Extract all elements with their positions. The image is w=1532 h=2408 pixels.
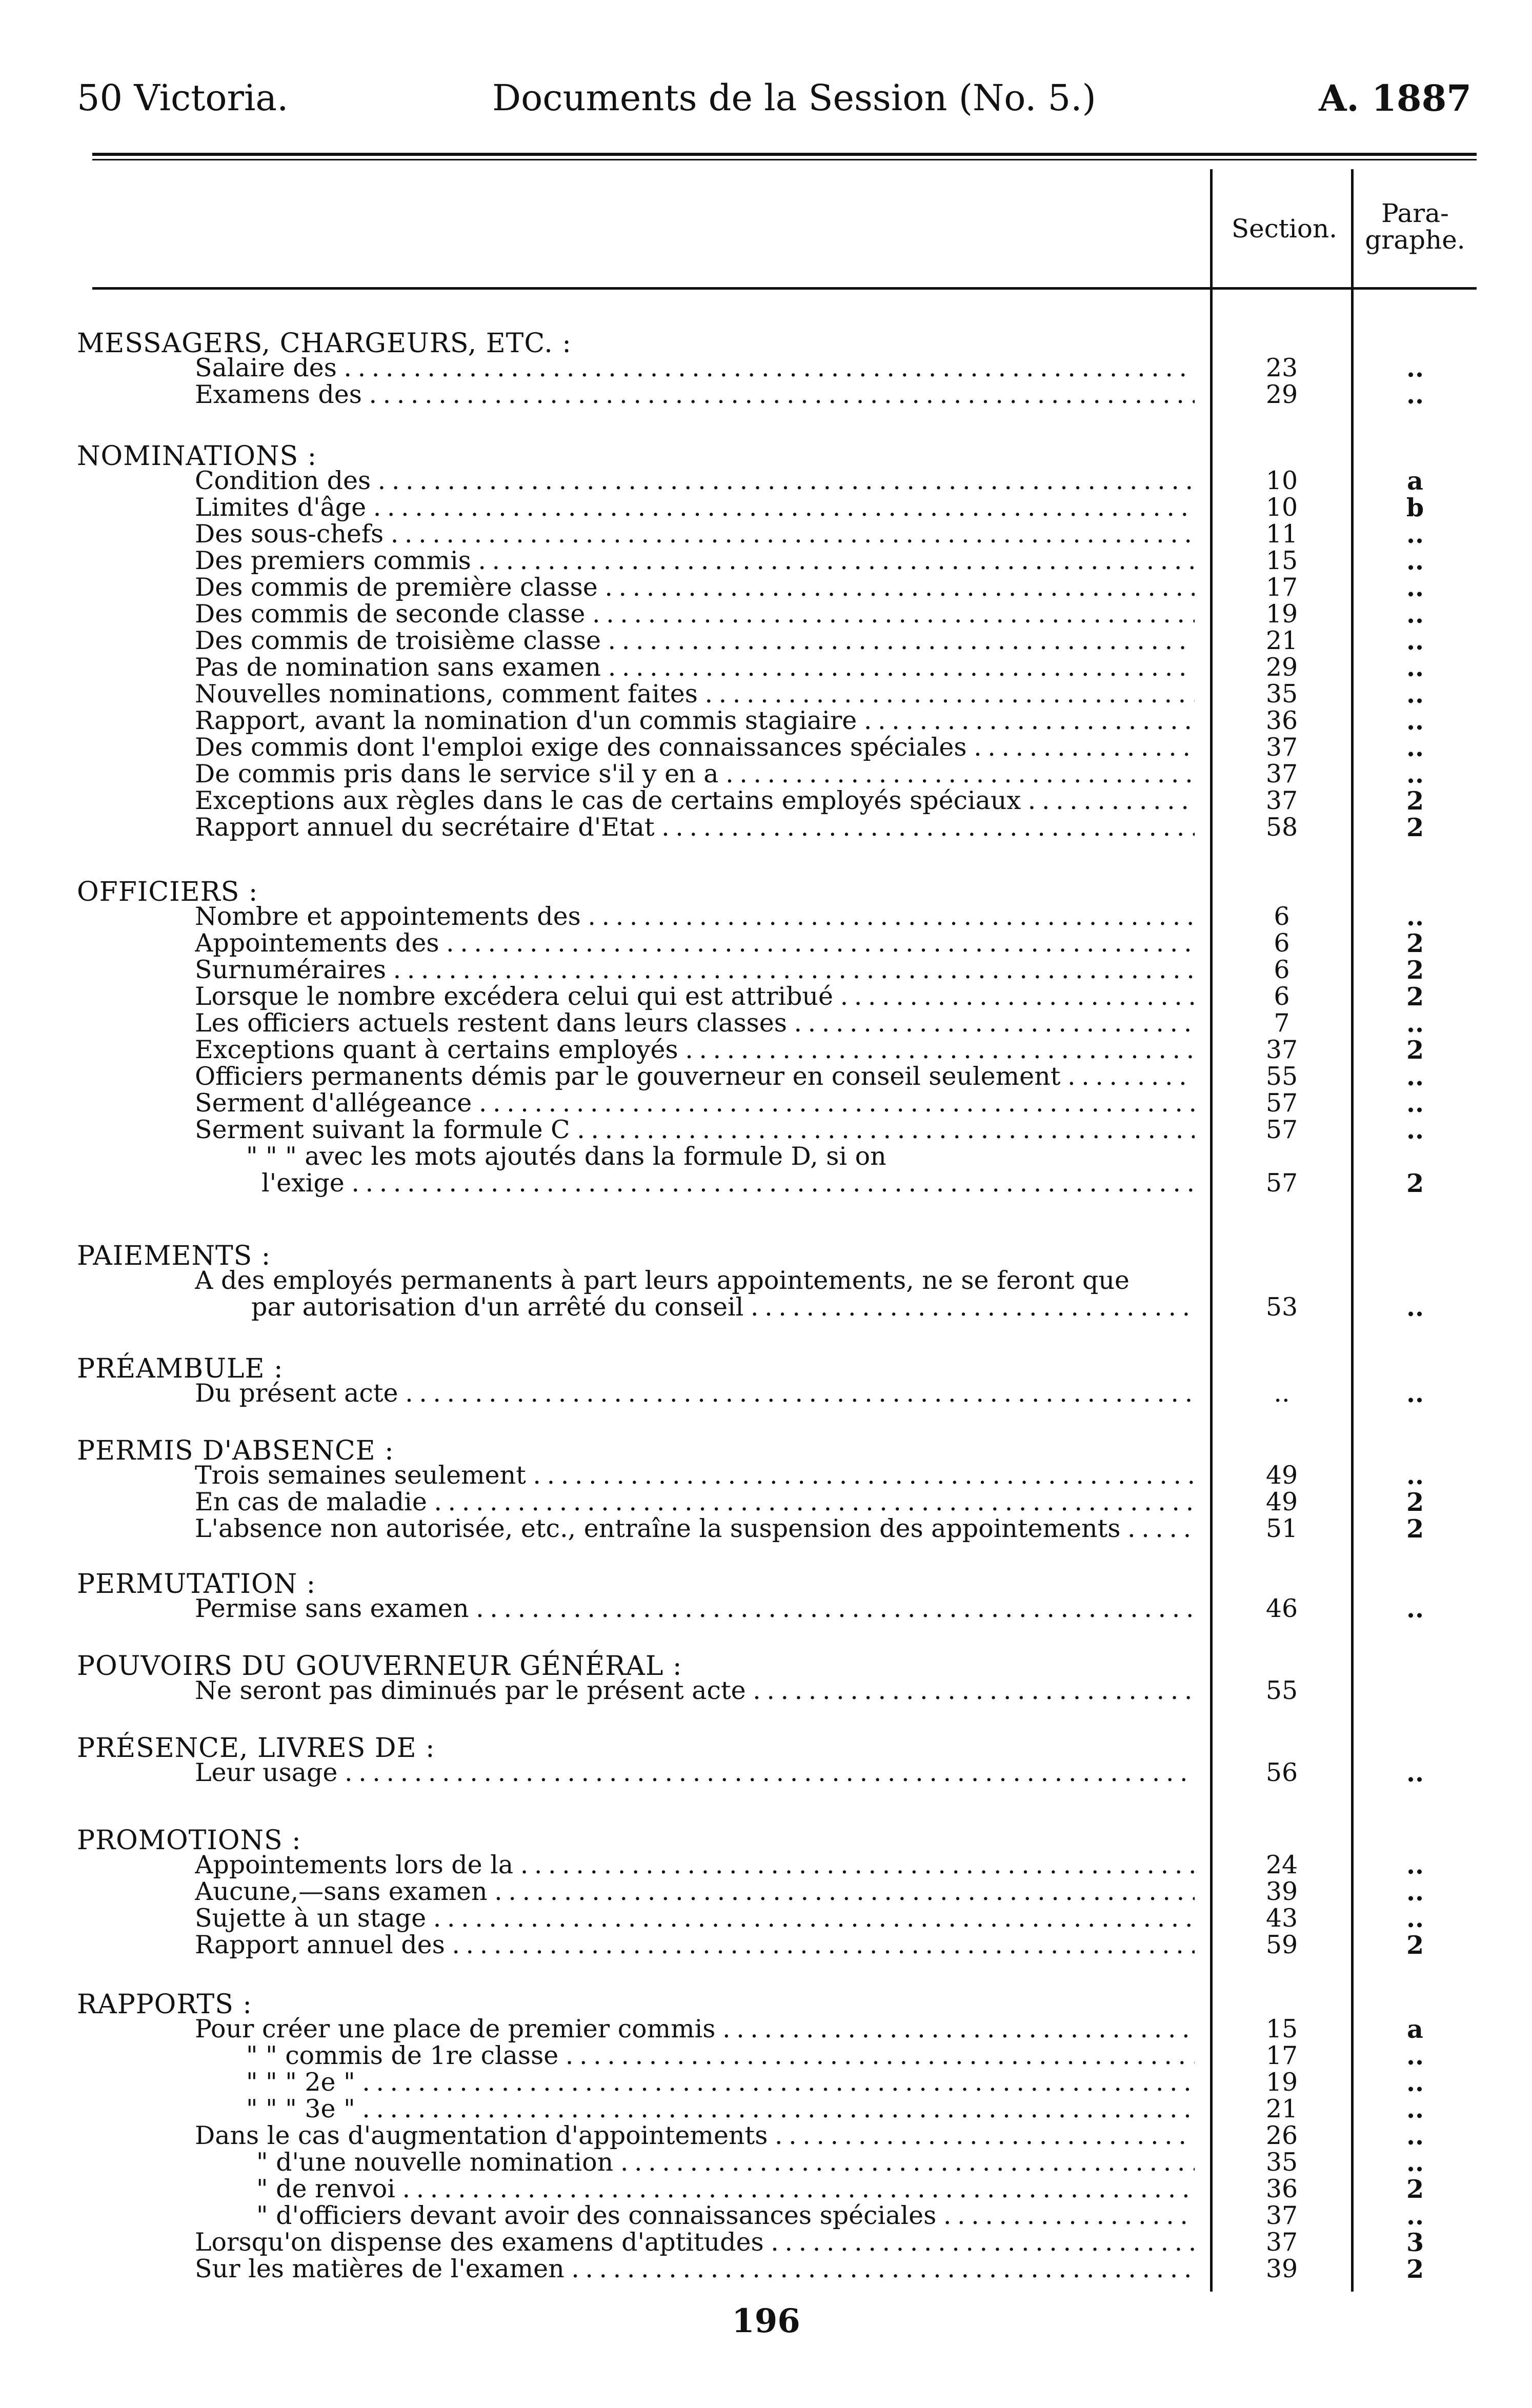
index-entry-row — [0, 1931, 1532, 1959]
index-entry-paragraphe: .. — [1406, 902, 1424, 932]
index-entry-label: Des commis de troisième classe . . . — [195, 626, 1195, 655]
index-entry-row — [0, 1904, 1532, 1933]
index-entry-row — [0, 1514, 1532, 1543]
index-entry-section: 21 — [1265, 2094, 1298, 2123]
index-entry-paragraphe: 2 — [1406, 1168, 1424, 1198]
index-entry-section: 37 — [1265, 786, 1298, 815]
index-entry-paragraphe: .. — [1406, 2041, 1424, 2071]
index-entry-paragraphe: 2 — [1406, 786, 1424, 816]
page-number: 196 — [732, 2302, 800, 2340]
index-entry-label: Sujette à un stage . . . — [195, 1904, 1195, 1933]
index-entry-label: Rapport annuel des . . . — [195, 1931, 1195, 1959]
index-entry-section: 15 — [1265, 2014, 1298, 2043]
index-entry-row — [0, 2015, 1532, 2043]
column-header-para-line2: graphe. — [1365, 225, 1465, 255]
index-entry-section: 7 — [1274, 1008, 1290, 1038]
index-entry-row — [0, 1142, 1532, 1171]
section-heading: PRÉSENCE, LIVRES DE : — [77, 1733, 435, 1764]
index-entry-label: Salaire des . . . — [195, 354, 1195, 382]
index-entry-section: 37 — [1265, 759, 1298, 788]
index-entry-row — [0, 354, 1532, 382]
index-entry-section: 59 — [1265, 1930, 1298, 1959]
index-entry-section: 11 — [1265, 519, 1298, 549]
index-entry-section: 6 — [1274, 982, 1290, 1011]
index-entry-label: " " " 2e " . . . — [246, 2068, 1195, 2097]
index-entry-section: 56 — [1265, 1758, 1298, 1787]
index-entry-label: Des commis de première classe . . . — [195, 573, 1195, 602]
index-entry-row — [0, 902, 1532, 931]
index-entry-section: 6 — [1274, 955, 1290, 984]
index-entry-label: Des commis de seconde classe . . . — [195, 600, 1195, 629]
index-entry-row — [0, 547, 1532, 575]
index-entry-section: 57 — [1265, 1168, 1298, 1198]
index-entry-row — [0, 1293, 1532, 1322]
index-entry-paragraphe: .. — [1406, 1088, 1424, 1118]
index-entry-section: 24 — [1265, 1850, 1298, 1879]
index-entry-label: " d'officiers devant avoir des connaissances spéciales . . . — [256, 2201, 1195, 2230]
index-entry-label: Leur usage . . . — [195, 1758, 1195, 1787]
index-entry-label: En cas de maladie . . . — [195, 1488, 1195, 1516]
index-entry-row — [0, 786, 1532, 815]
index-entry-label: " " " avec les mots ajoutés dans la formule D, si on — [246, 1142, 886, 1171]
index-entry-section: 36 — [1265, 2174, 1298, 2203]
page-header — [77, 77, 1471, 133]
index-entry-label: Surnuméraires . . . — [195, 956, 1195, 984]
index-entry-label: Des premiers commis . . . — [195, 547, 1195, 575]
index-entry-section: 6 — [1274, 902, 1290, 931]
index-entry-label: Serment suivant la formule C . . . — [195, 1116, 1195, 1144]
index-entry-row — [0, 1266, 1532, 1295]
index-entry-paragraphe: .. — [1406, 519, 1424, 549]
index-entry-section: 37 — [1265, 1035, 1298, 1064]
index-entry-section: 21 — [1265, 626, 1298, 655]
index-entry-section: 37 — [1265, 2201, 1298, 2230]
index-entry-paragraphe: 2 — [1406, 1514, 1424, 1544]
index-entry-row — [0, 956, 1532, 984]
index-entry-paragraphe: 2 — [1406, 813, 1424, 842]
index-entry-paragraphe: 2 — [1406, 1930, 1424, 1960]
section-heading: POUVOIRS DU GOUVERNEUR GÉNÉRAL : — [77, 1651, 682, 1682]
index-entry-label: Ne seront pas diminués par le présent acte . . . — [195, 1676, 1195, 1705]
index-entry-label: Du présent acte . . . — [195, 1379, 1195, 1408]
index-entry-section: 6 — [1274, 928, 1290, 958]
index-entry-paragraphe: .. — [1406, 759, 1424, 789]
index-entry-paragraphe: .. — [1406, 2201, 1424, 2231]
index-entry-row — [0, 493, 1532, 522]
index-entry-paragraphe: .. — [1406, 1758, 1424, 1788]
header-rule-top — [92, 153, 1477, 156]
index-entry-paragraphe: 2 — [1406, 2254, 1424, 2284]
index-entry-label: Permise sans examen . . . — [195, 1594, 1195, 1623]
index-entry-row — [0, 520, 1532, 549]
index-entry-section: 10 — [1265, 493, 1298, 522]
index-entry-paragraphe: 2 — [1406, 1035, 1424, 1065]
index-entry-row — [0, 653, 1532, 682]
index-entry-row — [0, 2148, 1532, 2177]
index-entry-paragraphe: .. — [1406, 706, 1424, 736]
index-entry-section: 17 — [1265, 573, 1298, 602]
index-entry-row — [0, 2041, 1532, 2070]
index-entry-section: 53 — [1265, 1292, 1298, 1322]
index-entry-row — [0, 1036, 1532, 1064]
index-entry-paragraphe: .. — [1406, 380, 1424, 410]
index-entry-row — [0, 1594, 1532, 1623]
index-entry-label: A des employés permanents à part leurs appointements, ne se feront que — [195, 1266, 1130, 1295]
index-entry-row — [0, 1758, 1532, 1787]
index-entry-row — [0, 573, 1532, 602]
index-entry-row — [0, 626, 1532, 655]
index-entry-paragraphe: .. — [1406, 1850, 1424, 1880]
index-entry-row — [0, 2068, 1532, 2097]
index-entry-label: Pour créer une place de premier commis . . . — [195, 2015, 1195, 2043]
index-entry-paragraphe: .. — [1406, 573, 1424, 602]
index-entry-section: 37 — [1265, 733, 1298, 762]
index-entry-paragraphe: .. — [1406, 1115, 1424, 1145]
index-entry-paragraphe: .. — [1406, 546, 1424, 576]
index-entry-label: Des commis dont l'emploi exige des connaissances spéciales . . . — [195, 733, 1195, 762]
index-entry-label: Sur les matières de l'examen . . . — [195, 2255, 1195, 2283]
index-entry-label: Exceptions quant à certains employés . . . — [195, 1036, 1195, 1064]
section-heading: PERMIS D'ABSENCE : — [77, 1435, 394, 1466]
index-entry-row — [0, 1877, 1532, 1906]
index-entry-section: 57 — [1265, 1115, 1298, 1144]
index-entry-label: par autorisation d'un arrêté du conseil . . . — [251, 1293, 1195, 1322]
index-entry-label: De commis pris dans le service s'il y en a . . . — [195, 760, 1195, 788]
index-entry-label: " de renvoi . . . — [256, 2175, 1195, 2203]
index-entry-paragraphe: 2 — [1406, 982, 1424, 1011]
index-entry-label: Rapport annuel du secrétaire d'Etat . . . — [195, 813, 1195, 842]
index-entry-section: 57 — [1265, 1088, 1298, 1118]
index-entry-paragraphe: .. — [1406, 1877, 1424, 1907]
index-entry-paragraphe: .. — [1406, 2094, 1424, 2124]
index-entry-paragraphe: a — [1407, 466, 1423, 496]
index-entry-label: Pas de nomination sans examen . . . — [195, 653, 1195, 682]
index-entry-label: Appointements lors de la . . . — [195, 1851, 1195, 1879]
index-entry-paragraphe: .. — [1406, 1904, 1424, 1933]
column-header-section-label: Section. — [1231, 214, 1338, 244]
index-entry-row — [0, 2121, 1532, 2150]
header-title: Documents de la Session (No. 5.) — [492, 77, 1096, 119]
index-entry-paragraphe: .. — [1406, 653, 1424, 682]
index-entry-section: 19 — [1265, 599, 1298, 629]
index-entry-paragraphe: b — [1406, 493, 1424, 522]
index-entry-label: Les officiers actuels restent dans leurs classes . . . — [195, 1009, 1195, 1038]
index-entry-row — [0, 1379, 1532, 1408]
section-heading: PERMUTATION : — [77, 1569, 316, 1600]
index-entry-section: 46 — [1265, 1594, 1298, 1623]
index-entry-section: 29 — [1265, 380, 1298, 409]
index-entry-section: 36 — [1265, 706, 1298, 735]
index-entry-paragraphe: .. — [1406, 2148, 1424, 2177]
index-entry-section: 39 — [1265, 1877, 1298, 1906]
section-heading: PROMOTIONS : — [77, 1825, 301, 1856]
section-heading: OFFICIERS : — [77, 877, 258, 907]
index-entry-label: Nombre et appointements des . . . — [195, 902, 1195, 931]
index-entry-paragraphe: .. — [1406, 1461, 1424, 1490]
section-heading: PRÉAMBULE : — [77, 1353, 284, 1384]
column-header-para-line1: Para- — [1381, 198, 1449, 228]
index-entry-paragraphe: .. — [1406, 679, 1424, 709]
index-entry-row — [0, 467, 1532, 495]
index-entry-label: " " " 3e " . . . — [246, 2095, 1195, 2123]
index-entry-label: Examens des . . . — [195, 380, 1195, 409]
index-entry-label: L'absence non autorisée, etc., entraîne la suspension des appointements . . . — [195, 1514, 1195, 1543]
index-entry-section: 15 — [1265, 546, 1298, 575]
section-heading: RAPPORTS : — [77, 1989, 252, 2020]
index-entry-label: Lorsque le nombre excédera celui qui est attribué . . . — [195, 982, 1195, 1011]
index-entry-paragraphe: 2 — [1406, 928, 1424, 958]
header-left: 50 Victoria. — [77, 77, 289, 119]
index-entry-paragraphe: .. — [1406, 626, 1424, 656]
section-heading: MESSAGERS, CHARGEURS, ETC. : — [77, 328, 572, 359]
index-entry-row — [0, 1062, 1532, 1091]
index-entry-section: 23 — [1265, 353, 1298, 382]
index-entry-row — [0, 2255, 1532, 2283]
index-entry-paragraphe: 2 — [1406, 955, 1424, 985]
section-heading: NOMINATIONS : — [77, 441, 317, 472]
index-entry-label: Trois semaines seulement . . . — [195, 1461, 1195, 1490]
index-entry-section: 55 — [1265, 1676, 1298, 1705]
column-header-rule — [92, 287, 1477, 290]
index-entry-row — [0, 733, 1532, 762]
index-entry-paragraphe: .. — [1406, 1379, 1424, 1408]
index-entry-label: Lorsqu'on dispense des examens d'aptitudes . . . — [195, 2228, 1195, 2257]
index-entry-row — [0, 760, 1532, 788]
index-entry-row — [0, 2201, 1532, 2230]
index-entry-row — [0, 1116, 1532, 1144]
index-entry-section: 49 — [1265, 1487, 1298, 1516]
index-entry-label: Dans le cas d'augmentation d'appointements . . . — [195, 2121, 1195, 2150]
index-entry-row — [0, 2228, 1532, 2257]
index-entry-label: " " commis de 1re classe . . . — [246, 2041, 1195, 2070]
index-entry-section: 49 — [1265, 1461, 1298, 1490]
index-entry-row — [0, 813, 1532, 842]
index-entry-row — [0, 2095, 1532, 2123]
index-entry-label: Limites d'âge . . . — [195, 493, 1195, 522]
index-entry-label: Appointements des . . . — [195, 929, 1195, 958]
index-entry-section: 43 — [1265, 1904, 1298, 1933]
header-right: A. 1887 — [1319, 77, 1471, 119]
index-entry-label: Rapport, avant la nomination d'un commis stagiaire . . . — [195, 706, 1195, 735]
index-entry-section: 55 — [1265, 1062, 1298, 1091]
index-entry-section: 17 — [1265, 2041, 1298, 2070]
index-entry-paragraphe: 3 — [1406, 2228, 1424, 2257]
index-entry-row — [0, 1676, 1532, 1705]
index-entry-section: 37 — [1265, 2228, 1298, 2257]
index-entry-paragraphe: 2 — [1406, 1487, 1424, 1517]
column-header-paragraphe — [1354, 200, 1477, 253]
index-entry-row — [0, 982, 1532, 1011]
index-entry-row — [0, 1009, 1532, 1038]
index-entry-section: 51 — [1265, 1514, 1298, 1543]
index-entry-paragraphe: a — [1407, 2014, 1423, 2044]
index-entry-row — [0, 1488, 1532, 1516]
index-entry-label: Exceptions aux règles dans le cas de certains employés spéciaux . . . — [195, 786, 1195, 815]
index-entry-label: Aucune,—sans examen . . . — [195, 1877, 1195, 1906]
index-entry-paragraphe: .. — [1406, 1594, 1424, 1624]
index-entry-section: 35 — [1265, 2148, 1298, 2177]
index-entry-label: Condition des . . . — [195, 467, 1195, 495]
index-entry-section: 35 — [1265, 679, 1298, 709]
index-entry-row — [0, 929, 1532, 958]
header-rule-bottom — [92, 159, 1477, 160]
index-entry-paragraphe: .. — [1406, 733, 1424, 762]
index-entry-paragraphe: .. — [1406, 2068, 1424, 2097]
index-entry-row — [0, 680, 1532, 709]
index-entry-row — [0, 2175, 1532, 2203]
index-entry-row — [0, 1169, 1532, 1198]
index-entry-section: 39 — [1265, 2254, 1298, 2283]
index-entry-label: l'exige . . . — [261, 1169, 1195, 1198]
index-entry-row — [0, 1461, 1532, 1490]
index-entry-row — [0, 706, 1532, 735]
index-entry-section: 10 — [1265, 466, 1298, 495]
index-entry-row — [0, 1089, 1532, 1118]
index-entry-paragraphe: .. — [1406, 2121, 1424, 2151]
index-entry-label: Des sous-chefs . . . — [195, 520, 1195, 549]
index-entry-paragraphe: .. — [1406, 1292, 1424, 1322]
index-entry-label: Nouvelles nominations, comment faites . . . — [195, 680, 1195, 709]
index-entry-section: 19 — [1265, 2068, 1298, 2097]
index-entry-row — [0, 600, 1532, 629]
index-entry-section: 58 — [1265, 813, 1298, 842]
index-entry-row — [0, 380, 1532, 409]
column-header-section — [1215, 215, 1354, 242]
index-entry-paragraphe: .. — [1406, 599, 1424, 629]
index-entry-label: " d'une nouvelle nomination . . . — [256, 2148, 1195, 2177]
index-entry-label: Serment d'allégeance . . . — [195, 1089, 1195, 1118]
index-entry-row — [0, 1851, 1532, 1879]
index-entry-paragraphe: .. — [1406, 353, 1424, 383]
index-entry-paragraphe: .. — [1406, 1008, 1424, 1038]
section-heading: PAIEMENTS : — [77, 1241, 271, 1271]
index-entry-paragraphe: 2 — [1406, 2174, 1424, 2204]
index-entry-section: 29 — [1265, 653, 1298, 682]
index-entry-section: .. — [1274, 1379, 1290, 1408]
index-entry-section: 26 — [1265, 2121, 1298, 2150]
index-entry-paragraphe: .. — [1406, 1062, 1424, 1091]
index-entry-label: Officiers permanents démis par le gouverneur en conseil seulement . . . — [195, 1062, 1195, 1091]
